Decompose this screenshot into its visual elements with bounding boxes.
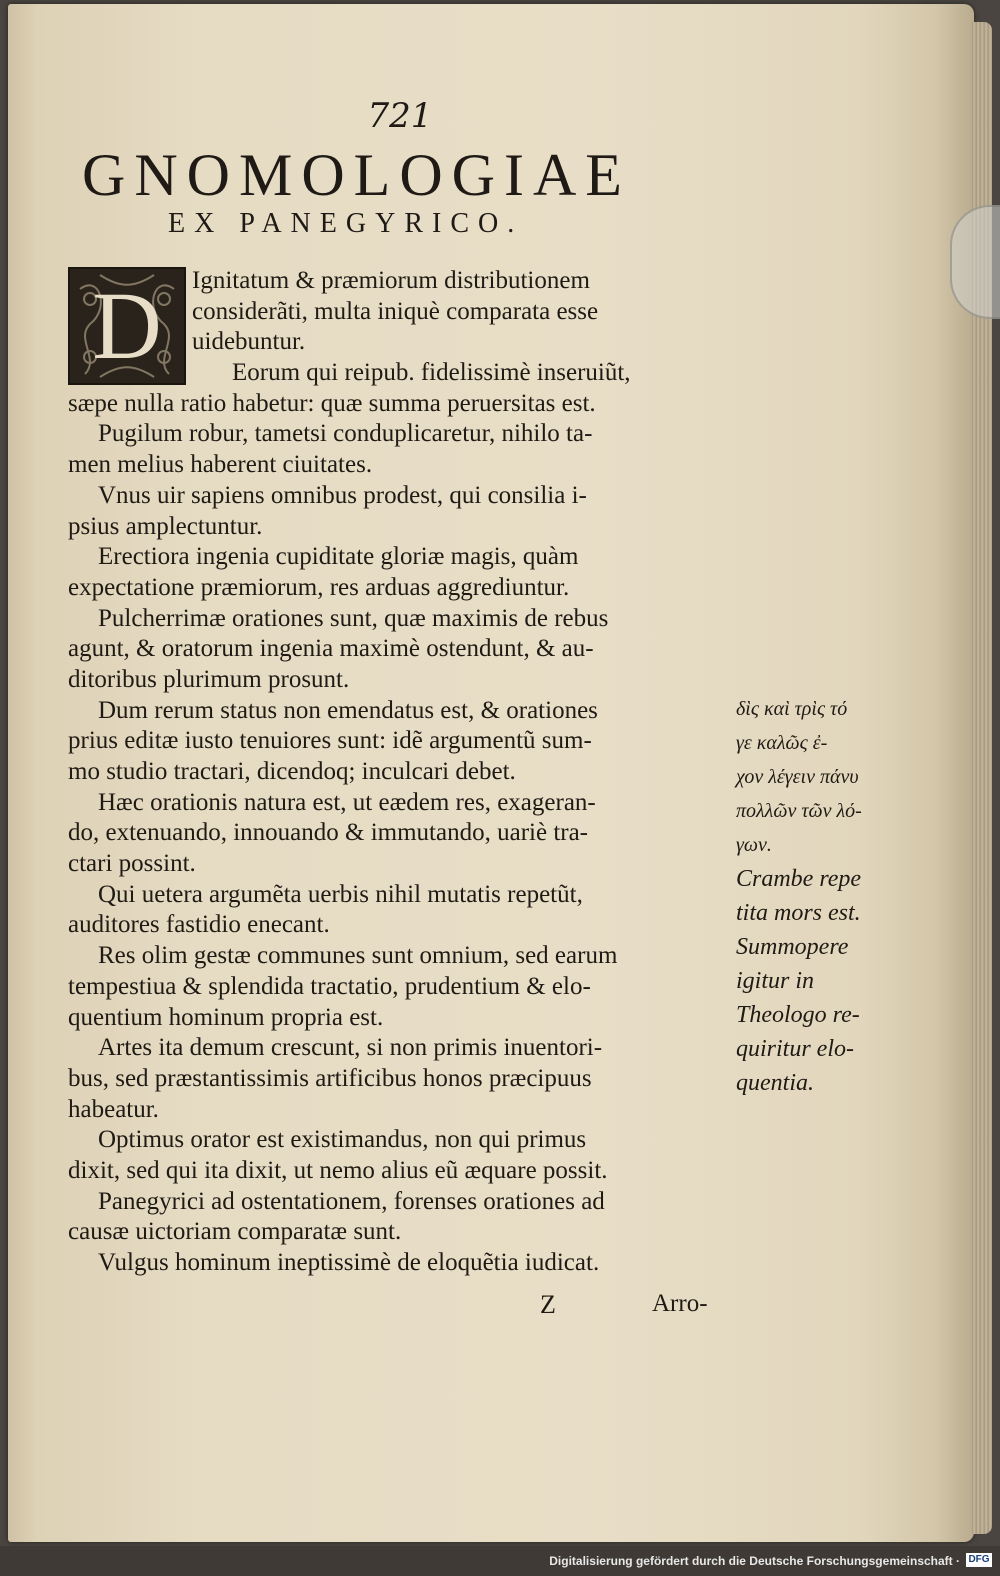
signature-mark: Z (540, 1290, 556, 1319)
margin-note-latin: quentia. (736, 1070, 814, 1096)
marginal-notes (736, 692, 916, 1100)
margin-note-latin: Theologo re- (736, 1002, 860, 1028)
text-line: quentium hominum propria est. (68, 1003, 384, 1031)
text-line: Pugilum robur, tametsi conduplicaretur, nihilo ta- (98, 420, 593, 448)
text-line: agunt, & oratorum ingenia maximè ostendunt, & au- (68, 635, 594, 663)
text-line: do, extenuando, innouando & immutando, uariè tra- (68, 819, 589, 847)
text-line: Eorum qui reipub. fidelissimè inseruiũt, (232, 359, 631, 387)
text-line: Artes ita demum crescunt, si non primis inuentori- (98, 1034, 603, 1062)
text-line: causæ uictoriam comparatæ sunt. (68, 1218, 402, 1246)
margin-note-latin: Crambe repe (736, 866, 862, 892)
dfg-logo: DFG (966, 1553, 992, 1567)
text-line: Res olim gestæ communes sunt omnium, sed earum (98, 942, 618, 970)
catchword: Arro- (652, 1290, 708, 1317)
text-line: prius editæ iusto tenuiores sunt: idẽ argumentũ sum- (68, 727, 592, 755)
text-line: mo studio tractari, dicendoq; inculcari debet. (68, 758, 516, 785)
text-line: considerãti, multa iniquè comparata esse (192, 297, 599, 325)
margin-note-greek: γων. (736, 834, 772, 856)
text-line: psius amplectuntur. (68, 512, 263, 540)
text-line: dixit, sed qui ita dixit, ut nemo alius eũ æquare possit. (68, 1156, 608, 1184)
text-line: auditores fastidio enecant. (68, 911, 330, 939)
margin-note-greek: γε καλῶς ἐ- (736, 732, 828, 754)
text-line: habeatur. (68, 1095, 159, 1123)
text-line: sæpe nulla ratio habetur: quæ summa peruersitas est. (68, 389, 596, 417)
margin-note-latin: tita mors est. (736, 900, 861, 926)
text-line: Vulgus hominum ineptissimè de eloquẽtia iudicat. (98, 1249, 600, 1276)
text-line: men melius haberent ciuitates. (68, 451, 373, 479)
text-line: bus, sed præstantissimis artificibus honos præcipuus (68, 1064, 592, 1092)
text-line: Qui uetera argumẽta uerbis nihil mutatis repetũt, (98, 880, 583, 908)
text-line: uidebuntur. (192, 328, 306, 356)
text-line: Pulcherrimæ orationes sunt, quæ maximis de rebus (98, 604, 609, 632)
margin-note-latin: Summopere (736, 934, 849, 960)
text-line: tempestiua & splendida tractatio, prudentium & elo- (68, 972, 591, 1000)
text-line: Vnus uir sapiens omnibus prodest, qui consilia i- (98, 481, 587, 509)
text-line: Panegyrici ad ostentationem, forenses orationes ad (98, 1187, 605, 1215)
margin-note-greek: πολλῶν τῶν λό- (736, 800, 862, 822)
page-subtitle: EX PANEGYRICO. (168, 208, 524, 239)
text-line: Optimus orator est existimandus, non qui primus (98, 1126, 587, 1154)
text-line: Dum rerum status non emendatus est, & orationes (98, 696, 598, 724)
margin-note-greek: δὶς καὶ τρὶς τό (736, 698, 848, 720)
page-title: GNOMOLOGIAE (82, 142, 631, 208)
text-line: Ignitatum & præmiorum distributionem (192, 267, 590, 294)
text-line: Erectiora ingenia cupiditate gloriæ magis, quàm (98, 543, 579, 571)
dropcap-letter: D (92, 272, 162, 379)
page-clip-tab (950, 205, 1000, 319)
margin-note-latin: quiritur elo- (736, 1036, 854, 1062)
text-line: Hæc orationis natura est, ut eædem res, exageran- (98, 788, 596, 816)
main-text (68, 266, 728, 1279)
margin-note-latin: igitur in (736, 968, 815, 994)
text-line: ditoribus plurimum prosunt. (68, 665, 350, 693)
text-line: expectatione præmiorum, res arduas aggrediuntur. (68, 573, 570, 601)
margin-note-greek: χον λέγειν πάνυ (736, 766, 859, 788)
footer-credit: Digitalisierung gefördert durch die Deutsche Forschungsgemeinschaft · (549, 1554, 960, 1568)
page-number: 721 (367, 96, 433, 136)
text-line: ctari possint. (68, 850, 196, 878)
